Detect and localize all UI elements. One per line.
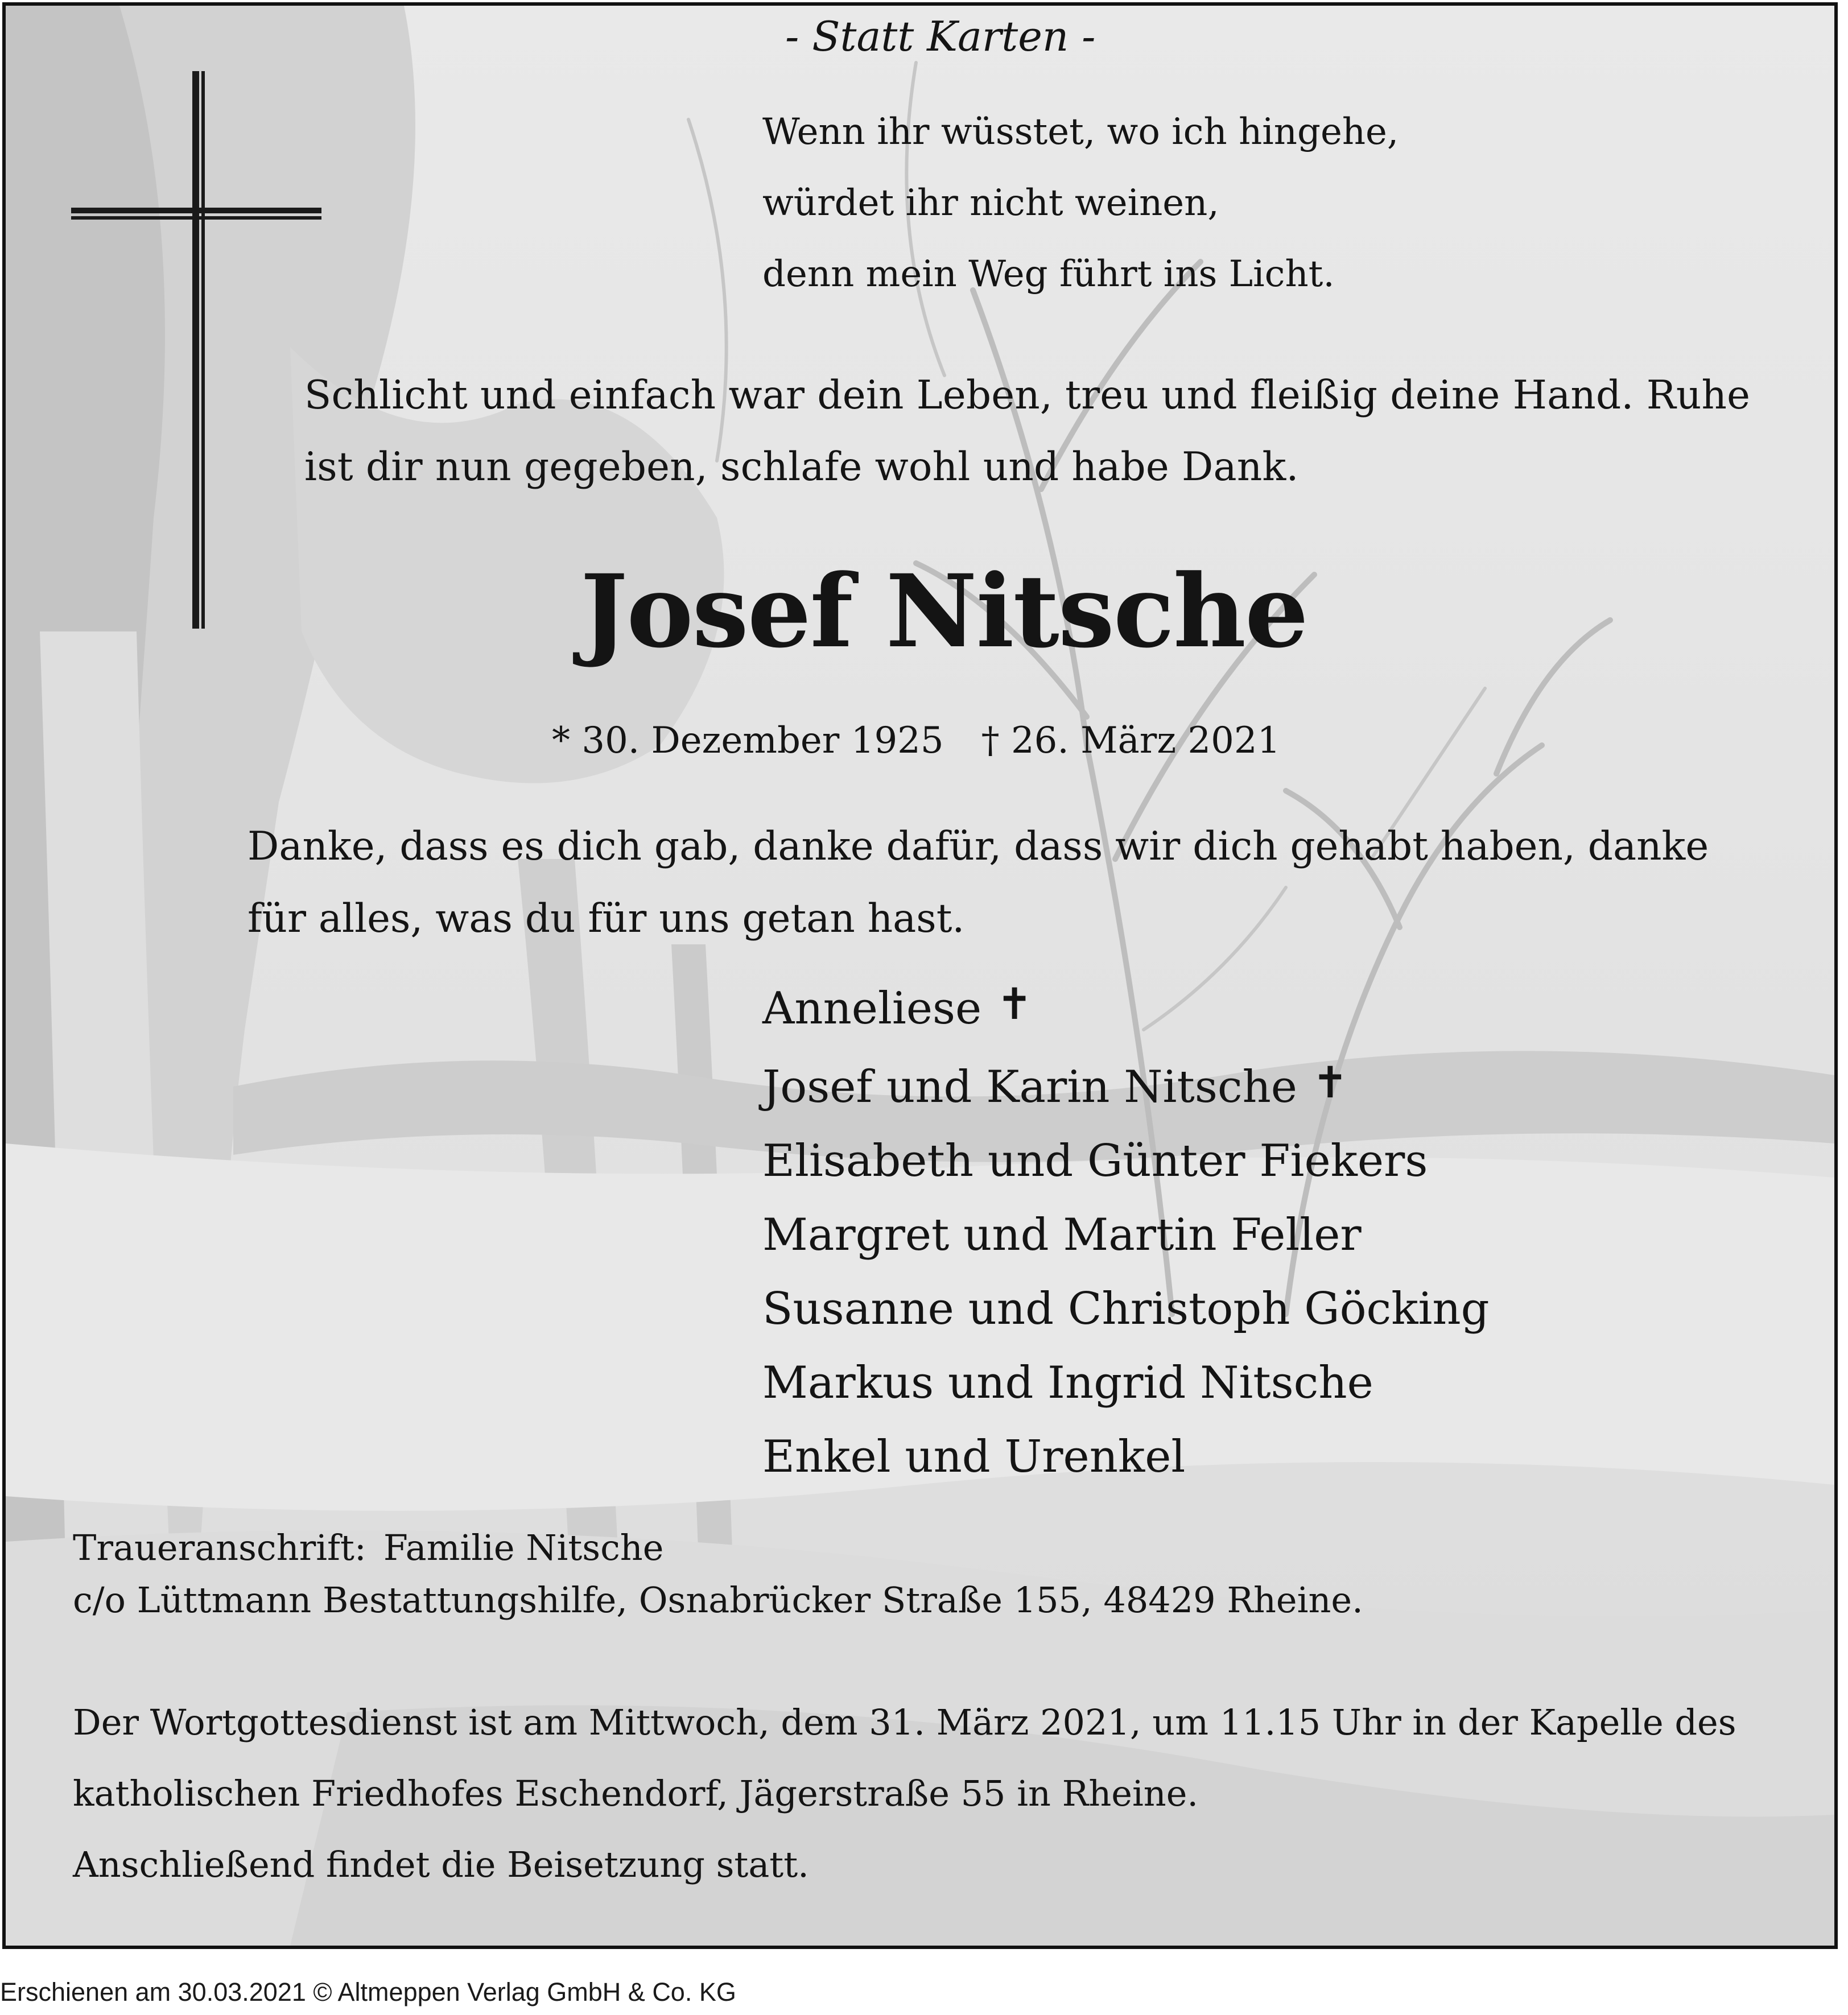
life-dates	[552, 720, 1280, 762]
mourner-item	[762, 1272, 1490, 1346]
mourning-address	[73, 1522, 1363, 1626]
service-info	[73, 1687, 1736, 1900]
mourner-name: Margret und Martin Feller	[762, 1209, 1362, 1261]
small-cross-icon: ✝	[1311, 1057, 1348, 1108]
birth-date: * 30. Dezember 1925	[552, 720, 944, 762]
mourner-item	[762, 967, 1490, 1046]
death-date: † 26. März 2021	[981, 720, 1281, 762]
thanks-text	[248, 811, 1709, 955]
thanks-line: Danke, dass es dich gab, danke dafür, dass wir dich gehabt haben, danke	[248, 824, 1709, 869]
farewell-verse	[304, 360, 1750, 503]
thanks-line: für alles, was du für uns getan hast.	[248, 896, 965, 942]
publication-footer: Erschienen am 30.03.2021 © Altmeppen Verlag GmbH & Co. KG	[0, 1977, 736, 2006]
verse-line: Schlicht und einfach war dein Leben, treu und fleißig deine Hand. Ruhe	[304, 373, 1751, 418]
mourner-name: Josef und Karin Nitsche	[762, 1062, 1297, 1113]
mourner-name: Enkel und Urenkel	[762, 1431, 1186, 1483]
service-line: katholischen Friedhofes Eschendorf, Jägerstraße 55 in Rheine.	[73, 1773, 1199, 1814]
cross-icon	[71, 71, 321, 629]
mourner-item	[762, 1124, 1490, 1198]
motto-line: Wenn ihr wüsstet, wo ich hingehe,	[762, 111, 1399, 153]
service-line: Der Wortgottesdienst ist am Mittwoch, dem 31. März 2021, um 11.15 Uhr in der Kapelle des	[73, 1702, 1736, 1743]
statt-karten-header: - Statt Karten -	[785, 13, 1096, 60]
mourner-name: Markus und Ingrid Nitsche	[762, 1357, 1373, 1409]
service-line: Anschließend findet die Beisetzung statt.	[73, 1844, 809, 1885]
address-line-1	[73, 1522, 1363, 1574]
address-family: Familie Nitsche	[383, 1527, 664, 1568]
small-cross-icon: ✝	[996, 978, 1033, 1029]
motto-line: denn mein Weg führt ins Licht.	[762, 253, 1335, 295]
mourner-item	[762, 1046, 1490, 1124]
address-line-2: c/o Lüttmann Bestattungshilfe, Osnabrücker Straße 155, 48429 Rheine.	[73, 1579, 1363, 1621]
motto-line: würdet ihr nicht weinen,	[762, 182, 1219, 224]
mourner-name: Elisabeth und Günter Fiekers	[762, 1135, 1428, 1187]
address-label: Traueranschrift:	[73, 1527, 366, 1568]
mourner-item	[762, 1420, 1490, 1494]
mourner-name: Susanne und Christoph Göcking	[762, 1283, 1490, 1335]
mourner-item	[762, 1346, 1490, 1420]
mourner-name: Anneliese	[762, 983, 982, 1034]
deceased-name: Josef Nitsche	[580, 552, 1307, 670]
mourner-item	[762, 1198, 1490, 1272]
verse-line: ist dir nun gegeben, schlafe wohl und habe Dank.	[304, 444, 1299, 490]
motto-poem	[762, 97, 1399, 310]
obituary-notice	[2, 2, 1838, 1949]
mourners-list	[762, 967, 1490, 1494]
